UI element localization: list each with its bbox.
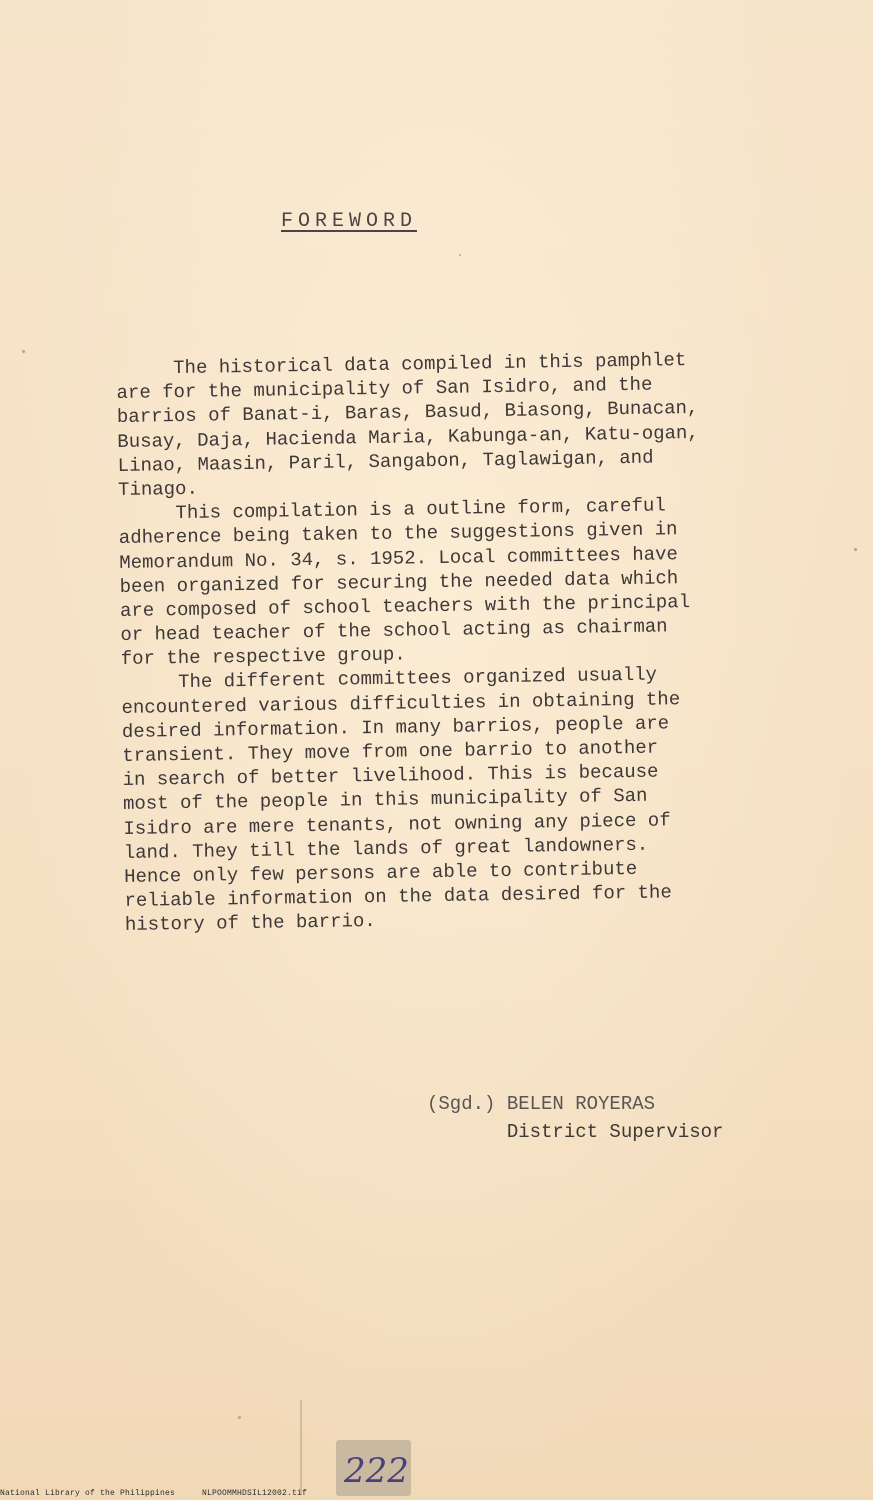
text-line: Busay, Daja, Hacienda Maria, Kabunga-an, Katu-ogan, [117, 421, 699, 453]
text-line: Isidro are mere tenants, not owning any piece of [123, 808, 671, 840]
paper-speck [854, 548, 857, 551]
text-line: are for the municipality of San Isidro, and the [116, 373, 653, 405]
text-line: barrios of Banat-i, Baras, Basud, Biasong, Bunacan, [116, 397, 699, 429]
signature-block [427, 1090, 723, 1146]
text-line: Linao, Maasin, Paril, Sangabon, Taglawigan, and [117, 446, 654, 477]
text-line: reliable information on the data desired for the [124, 881, 672, 913]
text-line: The different committees organized usually [120, 663, 658, 695]
text-line: transient. They move from one barrio to another [122, 736, 659, 767]
text-line: encountered various difficulties in obtaining the [121, 687, 681, 719]
foreword-body [116, 347, 765, 937]
text-line: are composed of school teachers with the principal [119, 590, 691, 622]
paper-speck [22, 350, 25, 353]
text-line: most of the people in this municipality of San [122, 785, 648, 816]
signatory-name: (Sgd.) BELEN ROYERAS [427, 1093, 656, 1115]
handwritten-page-number [336, 1440, 411, 1496]
footer-source: National Library of the Philippines [0, 1489, 176, 1498]
text-line: Memorandum No. 34, s. 1952. Local committees have [119, 542, 679, 574]
footer [0, 1489, 307, 1498]
text-line: been organized for securing the needed data which [119, 566, 679, 598]
text-line: Hence only few persons are able to contribute [123, 857, 638, 888]
paper-speck [238, 1416, 241, 1419]
text-line: history of the barrio. [124, 910, 376, 937]
text-line: Tinago. [117, 477, 199, 501]
footer-file: NLPOOMMHDSIL12002.tif [202, 1489, 308, 1498]
text-line: adherence being taken to the suggestions given in [118, 518, 678, 550]
text-line: The historical data compiled in this pamphlet [116, 349, 687, 380]
text-line: This compilation is a outline form, careful [118, 494, 666, 526]
text-line: land. They till the lands of great landowners. [123, 833, 649, 864]
page-number-stamp [336, 1440, 411, 1496]
signatory-position: District Supervisor [427, 1121, 724, 1143]
text-line: or head teacher of the school acting as chairman [120, 615, 668, 647]
page-title: FOREWORD [281, 210, 418, 233]
text-line: desired information. In many barrios, people are [121, 712, 670, 743]
text-line: for the respective group. [120, 643, 406, 671]
text-line: in search of better livelihood. This is because [122, 760, 659, 792]
paper-scuff [300, 1400, 302, 1495]
paper-speck [459, 254, 461, 256]
page-number-text: 222 [344, 1451, 409, 1491]
